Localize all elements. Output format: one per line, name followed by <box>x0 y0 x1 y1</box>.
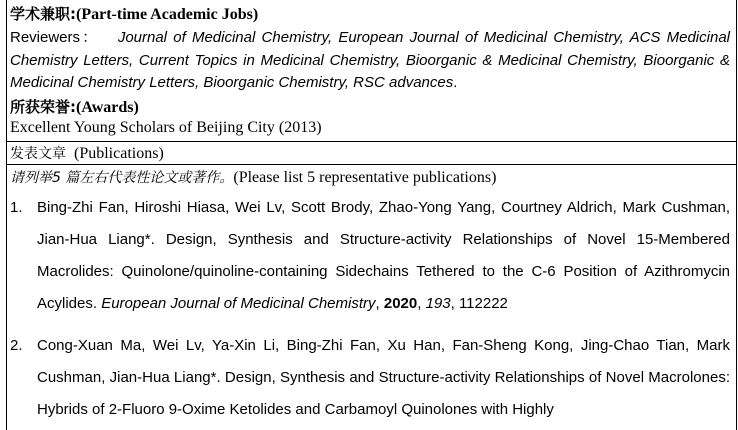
publication-number: 2. <box>10 337 23 354</box>
publication-pages: , 112222 <box>450 295 508 312</box>
publication-year: 2020 <box>383 295 418 312</box>
publication-journal: European Journal of Medicinal Chemistry <box>101 295 376 312</box>
jobs-heading <box>10 3 258 24</box>
publications-heading-en: (Publications) <box>66 145 164 162</box>
award-item: Excellent Young Scholars of Beijing City (2013) <box>10 119 322 136</box>
reviewers-label: Reviewers： <box>10 29 100 46</box>
reviewer-journals: Journal of Medicinal Chemistry, European Journal of Medicinal Chemistry, ACS Medicinal Chemistry Letters, Current Topics in Medicinal Chemistry, Bioorganic & Medicinal Chemistry, Bioorganic & Medicinal Chemistry Letters, Bioorganic Chemistry, RSC advances <box>10 29 730 91</box>
instruction-cn: 请列举5 篇左右代表性论文或著作。 <box>10 170 234 186</box>
publication-text <box>37 330 730 426</box>
table-right-border <box>736 0 737 430</box>
row-divider <box>6 141 737 142</box>
jobs-heading-en: (Part-time Academic Jobs) <box>76 6 259 23</box>
publication-item <box>10 192 730 320</box>
awards-heading-en: (Awards) <box>76 99 139 116</box>
awards-heading <box>10 96 139 117</box>
jobs-heading-cn: 学术兼职: <box>10 5 76 23</box>
publication-authors-title: Bing-Zhi Fan, Hiroshi Hiasa, Wei Lv, Scott Brody, Zhao-Yong Yang, Courtney Aldrich, Mark Cushman, Jian-Hua Liang*. Design, Synthesis and Structure-activity Relationships of Novel 15-Membered Macrolides: Quinolone/quinoline-containing Sidechains Tethered to the C-6 Position of Azithromycin Acylides. <box>37 199 730 312</box>
publication-volume: 193 <box>425 295 451 312</box>
publications-heading-cn: 发表文章 <box>10 146 66 162</box>
publication-authors-title: Cong-Xuan Ma, Wei Lv, Ya-Xin Li, Bing-Zhi Fan, Xu Han, Fan-Sheng Kong, Jing-Chao Tian, Mark Cushman, Jian-Hua Liang*. Design, Synthesis and Structure-activity Relationships of Novel Macrolones: Hybrids of 2-Fluoro 9-Oxime Ketolides and Carbamoyl Quinolones with Highly <box>37 337 730 418</box>
publication-item <box>10 330 730 426</box>
row-divider <box>6 164 737 165</box>
reviewer-end: . <box>453 74 458 91</box>
reviewers-paragraph <box>10 27 730 95</box>
publication-number: 1. <box>10 199 23 216</box>
publications-heading <box>10 143 164 163</box>
publication-text: Bing-Zhi Fan, Hiroshi Hiasa, Wei Lv, Scott Brody, Zhao-Yong Yang, Courtney Aldrich, Mark Cushman, Jian-Hua Liang*. Design, Synthesis and Structure-activity Relationships of Novel 15-Membered Macrolides: Quinolone/quinoline-containing Sidechains Tethered to the C-6 Position of Azithromycin Acylides. European Journal of Medicinal Chemistry, 2020, 193, 112222 <box>37 199 730 312</box>
instruction-en: (Please list 5 representative publications) <box>233 169 497 186</box>
publications-instruction <box>10 167 496 187</box>
awards-heading-cn: 所获荣誉: <box>10 98 76 116</box>
table-left-border <box>6 0 7 430</box>
